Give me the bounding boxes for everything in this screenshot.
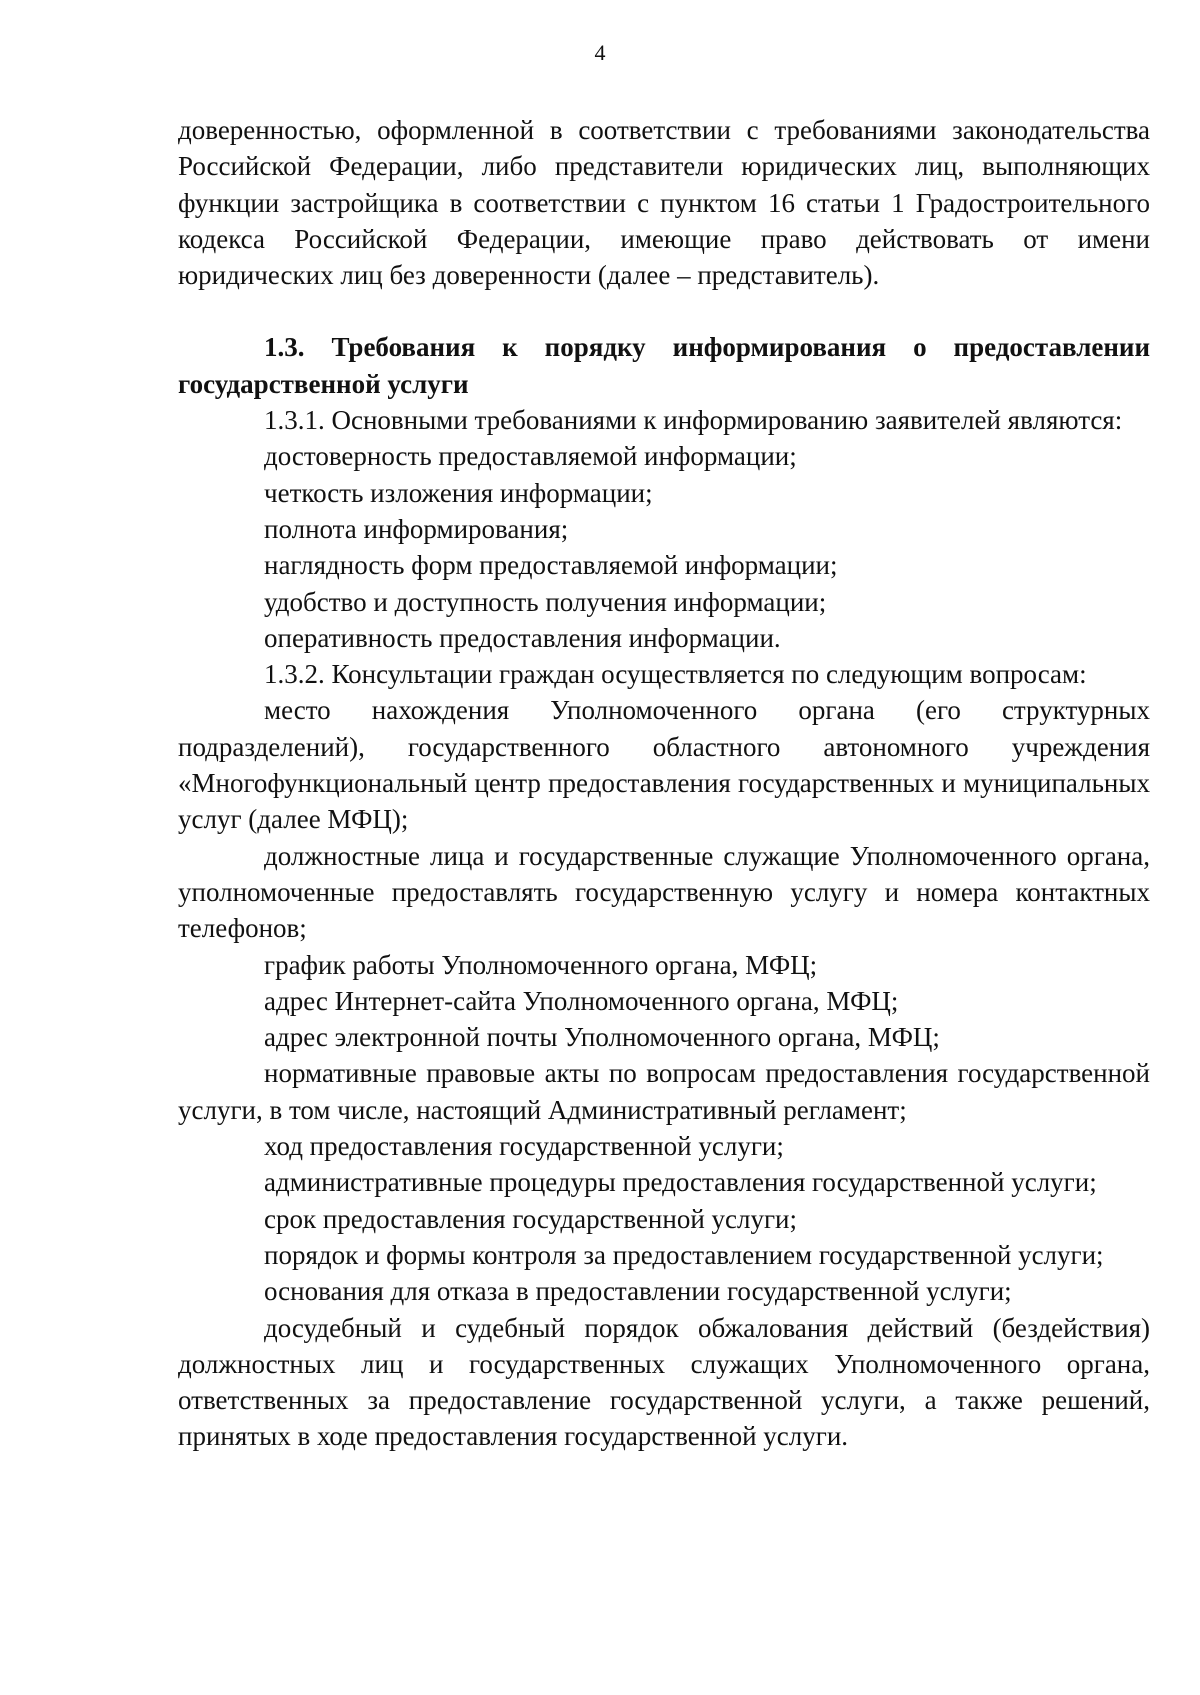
document-body: [178, 112, 1150, 1455]
list-item: оперативность предоставления информации.: [264, 622, 781, 653]
section-heading: 1.3. Требования к порядку информирования о предоставлении государственной услуги: [178, 332, 1150, 399]
list-item: четкость изложения информации;: [264, 477, 653, 508]
list-item: адрес Интернет-сайта Уполномоченного органа, МФЦ;: [264, 985, 899, 1016]
page-number: 4: [594, 40, 606, 65]
list-item: удобство и доступность получения информации;: [264, 586, 827, 617]
list-item: наглядность форм предоставляемой информации;: [264, 550, 838, 581]
list-item: основания для отказа в предоставлении государственной услуги;: [264, 1276, 1012, 1307]
list-item: график работы Уполномоченного органа, МФЦ;: [264, 949, 818, 980]
paragraph-1-3-1: 1.3.1. Основными требованиями к информированию заявителей являются:: [264, 405, 1123, 436]
list-item: достоверность предоставляемой информации;: [264, 441, 797, 472]
list-item: место нахождения Уполномоченного органа (его структурных подразделений), государственного областного автономного учреждения «Многофункциональный центр предоставления государственных и муниципальных услуг (далее МФЦ);: [178, 695, 1150, 835]
paragraph-1-3-2: 1.3.2. Консультации граждан осуществляется по следующим вопросам:: [264, 659, 1087, 690]
list-item: административные процедуры предоставления государственной услуги;: [264, 1167, 1097, 1198]
list-item: ход предоставления государственной услуги;: [264, 1131, 784, 1162]
list-item: адрес электронной почты Уполномоченного органа, МФЦ;: [264, 1022, 940, 1053]
list-item: досудебный и судебный порядок обжалования действий (бездействия) должностных лиц и государственных служащих Уполномоченного органа, ответственных за предоставление государственной услуги, а также решений, принятых в ходе предоставления государственной услуги.: [178, 1312, 1150, 1452]
list-item: срок предоставления государственной услуги;: [264, 1203, 798, 1234]
list-item: должностные лица и государственные служащие Уполномоченного органа, уполномоченные предоставлять государственную услугу и номера контактных телефонов;: [178, 840, 1150, 944]
list-item: порядок и формы контроля за предоставлением государственной услуги;: [264, 1239, 1104, 1270]
list-item: нормативные правовые акты по вопросам предоставления государственной услуги, в том числе, настоящий Административный регламент;: [178, 1058, 1150, 1125]
list-item: полнота информирования;: [264, 513, 569, 544]
paragraph-continuation: доверенностью, оформленной в соответствии с требованиями законодательства Российской Федерации, либо представители юридических лиц, выполняющих функции застройщика в соответствии с пунктом 16 статьи 1 Градостроительного кодекса Российской Федерации, имеющие право действовать от имени юридических лиц без доверенности (далее – представитель).: [178, 115, 1150, 291]
